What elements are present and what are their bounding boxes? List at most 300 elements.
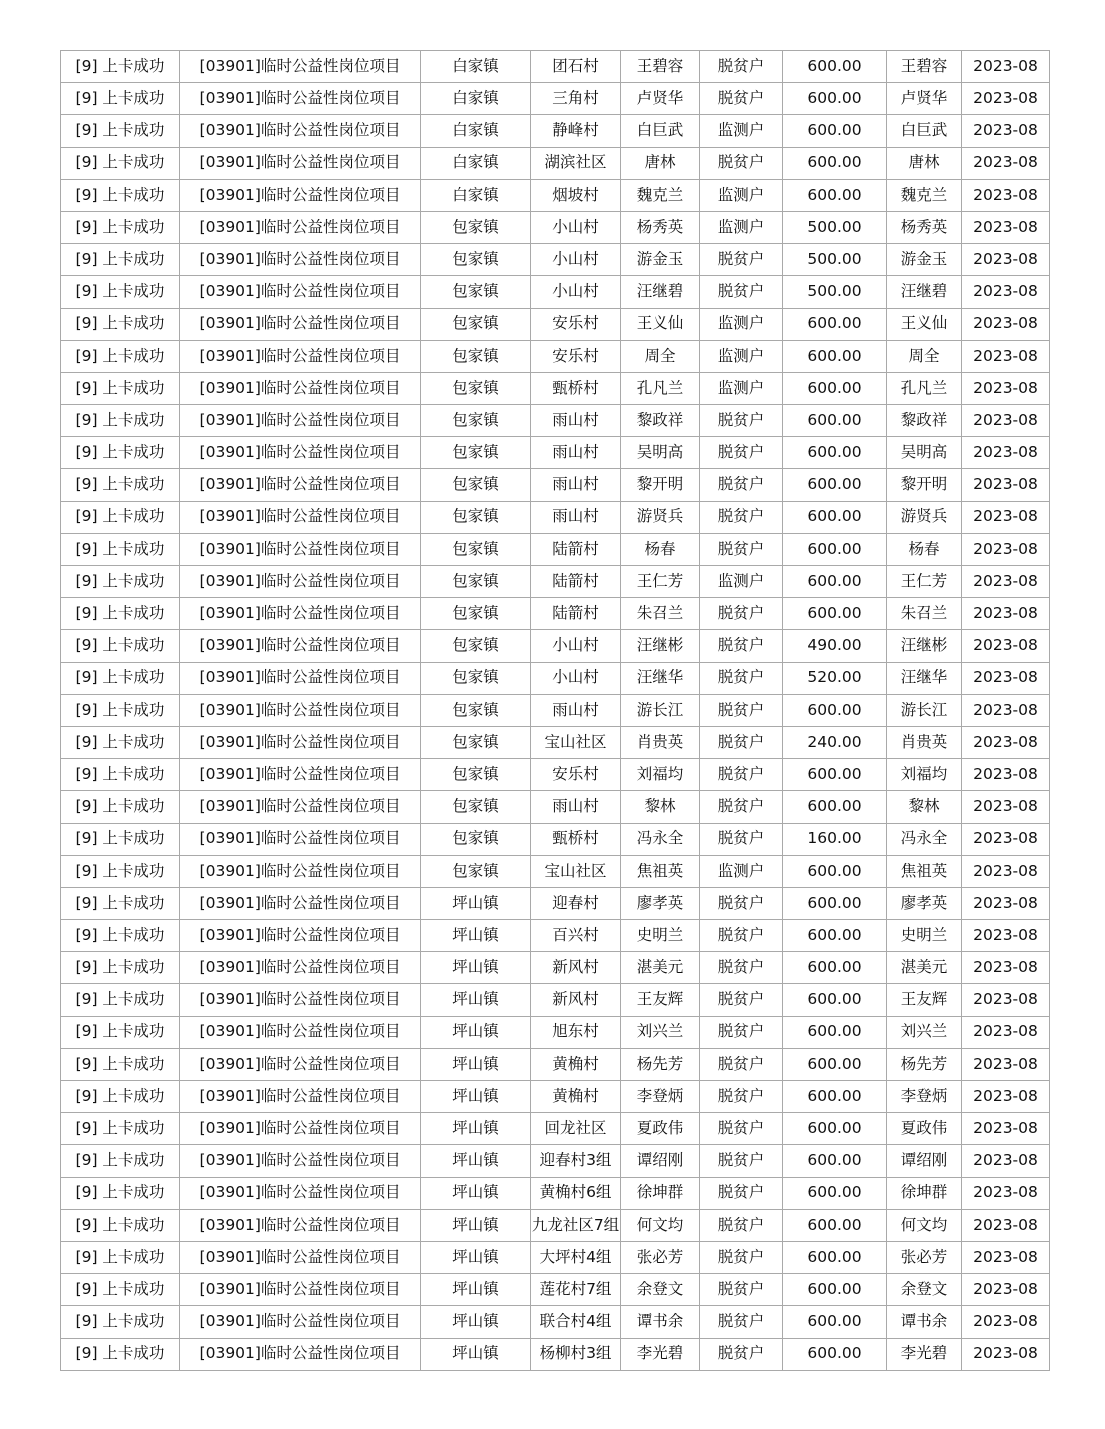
month-cell: 2023-08 xyxy=(962,244,1050,276)
village-cell: 陆箭村 xyxy=(531,533,621,565)
month-cell: 2023-08 xyxy=(962,501,1050,533)
village-cell: 大坪村4组 xyxy=(531,1241,621,1273)
amount-cell: 520.00 xyxy=(783,662,887,694)
project-cell: [03901]临时公益性岗位项目 xyxy=(180,179,421,211)
recipient-cell: 黎开明 xyxy=(887,469,962,501)
name-cell: 汪继碧 xyxy=(621,276,700,308)
recipient-cell: 游贤兵 xyxy=(887,501,962,533)
name-cell: 唐林 xyxy=(621,147,700,179)
amount-cell: 600.00 xyxy=(783,759,887,791)
recipient-cell: 汪继碧 xyxy=(887,276,962,308)
village-cell: 甄桥村 xyxy=(531,372,621,404)
town-cell: 坪山镇 xyxy=(421,1209,531,1241)
project-cell: [03901]临时公益性岗位项目 xyxy=(180,533,421,565)
town-cell: 坪山镇 xyxy=(421,1274,531,1306)
status-cell: [9] 上卡成功 xyxy=(61,469,180,501)
village-cell: 雨山村 xyxy=(531,791,621,823)
month-cell: 2023-08 xyxy=(962,340,1050,372)
status-cell: [9] 上卡成功 xyxy=(61,115,180,147)
status-cell: [9] 上卡成功 xyxy=(61,1081,180,1113)
table-row xyxy=(61,533,1050,565)
town-cell: 坪山镇 xyxy=(421,1177,531,1209)
household-type-cell: 脱贫户 xyxy=(700,1338,783,1370)
status-cell: [9] 上卡成功 xyxy=(61,694,180,726)
table-row xyxy=(61,1241,1050,1273)
name-cell: 魏克兰 xyxy=(621,179,700,211)
project-cell: [03901]临时公益性岗位项目 xyxy=(180,598,421,630)
status-cell: [9] 上卡成功 xyxy=(61,1177,180,1209)
recipient-cell: 汪继华 xyxy=(887,662,962,694)
project-cell: [03901]临时公益性岗位项目 xyxy=(180,662,421,694)
household-type-cell: 脱贫户 xyxy=(700,694,783,726)
table-row xyxy=(61,179,1050,211)
month-cell: 2023-08 xyxy=(962,115,1050,147)
recipient-cell: 冯永全 xyxy=(887,823,962,855)
town-cell: 坪山镇 xyxy=(421,1306,531,1338)
household-type-cell: 脱贫户 xyxy=(700,726,783,758)
name-cell: 夏政伟 xyxy=(621,1113,700,1145)
project-cell: [03901]临时公益性岗位项目 xyxy=(180,501,421,533)
status-cell: [9] 上卡成功 xyxy=(61,501,180,533)
recipient-cell: 魏克兰 xyxy=(887,179,962,211)
name-cell: 焦祖英 xyxy=(621,855,700,887)
status-cell: [9] 上卡成功 xyxy=(61,244,180,276)
name-cell: 谭书余 xyxy=(621,1306,700,1338)
amount-cell: 600.00 xyxy=(783,501,887,533)
month-cell: 2023-08 xyxy=(962,1145,1050,1177)
recipient-cell: 焦祖英 xyxy=(887,855,962,887)
project-cell: [03901]临时公益性岗位项目 xyxy=(180,566,421,598)
recipient-cell: 游金玉 xyxy=(887,244,962,276)
town-cell: 包家镇 xyxy=(421,276,531,308)
village-cell: 陆箭村 xyxy=(531,598,621,630)
amount-cell: 600.00 xyxy=(783,51,887,83)
table-row xyxy=(61,276,1050,308)
name-cell: 白巨武 xyxy=(621,115,700,147)
month-cell: 2023-08 xyxy=(962,1209,1050,1241)
town-cell: 包家镇 xyxy=(421,372,531,404)
project-cell: [03901]临时公益性岗位项目 xyxy=(180,276,421,308)
village-cell: 旭东村 xyxy=(531,1016,621,1048)
table-row xyxy=(61,726,1050,758)
amount-cell: 600.00 xyxy=(783,952,887,984)
table-row xyxy=(61,244,1050,276)
household-type-cell: 脱贫户 xyxy=(700,501,783,533)
household-type-cell: 脱贫户 xyxy=(700,598,783,630)
project-cell: [03901]临时公益性岗位项目 xyxy=(180,469,421,501)
amount-cell: 600.00 xyxy=(783,1241,887,1273)
month-cell: 2023-08 xyxy=(962,598,1050,630)
status-cell: [9] 上卡成功 xyxy=(61,83,180,115)
month-cell: 2023-08 xyxy=(962,887,1050,919)
household-type-cell: 脱贫户 xyxy=(700,1113,783,1145)
household-type-cell: 监测户 xyxy=(700,340,783,372)
status-cell: [9] 上卡成功 xyxy=(61,1145,180,1177)
household-type-cell: 监测户 xyxy=(700,855,783,887)
village-cell: 迎春村3组 xyxy=(531,1145,621,1177)
table-row xyxy=(61,1081,1050,1113)
name-cell: 刘福均 xyxy=(621,759,700,791)
name-cell: 黎政祥 xyxy=(621,405,700,437)
month-cell: 2023-08 xyxy=(962,662,1050,694)
name-cell: 黎开明 xyxy=(621,469,700,501)
amount-cell: 600.00 xyxy=(783,791,887,823)
village-cell: 陆箭村 xyxy=(531,566,621,598)
town-cell: 包家镇 xyxy=(421,244,531,276)
household-type-cell: 脱贫户 xyxy=(700,469,783,501)
name-cell: 汪继彬 xyxy=(621,630,700,662)
household-type-cell: 脱贫户 xyxy=(700,952,783,984)
table-row xyxy=(61,1209,1050,1241)
status-cell: [9] 上卡成功 xyxy=(61,726,180,758)
status-cell: [9] 上卡成功 xyxy=(61,791,180,823)
town-cell: 坪山镇 xyxy=(421,952,531,984)
name-cell: 杨先芳 xyxy=(621,1048,700,1080)
village-cell: 小山村 xyxy=(531,276,621,308)
household-type-cell: 脱贫户 xyxy=(700,887,783,919)
village-cell: 团石村 xyxy=(531,51,621,83)
table-row xyxy=(61,1048,1050,1080)
recipient-cell: 李登炳 xyxy=(887,1081,962,1113)
town-cell: 包家镇 xyxy=(421,598,531,630)
table-row xyxy=(61,791,1050,823)
amount-cell: 600.00 xyxy=(783,533,887,565)
town-cell: 坪山镇 xyxy=(421,1145,531,1177)
town-cell: 坪山镇 xyxy=(421,1113,531,1145)
recipient-cell: 谭书余 xyxy=(887,1306,962,1338)
month-cell: 2023-08 xyxy=(962,147,1050,179)
recipient-cell: 余登文 xyxy=(887,1274,962,1306)
town-cell: 白家镇 xyxy=(421,51,531,83)
household-type-cell: 脱贫户 xyxy=(700,823,783,855)
name-cell: 徐坤群 xyxy=(621,1177,700,1209)
status-cell: [9] 上卡成功 xyxy=(61,405,180,437)
village-cell: 小山村 xyxy=(531,244,621,276)
table-row xyxy=(61,1113,1050,1145)
town-cell: 包家镇 xyxy=(421,308,531,340)
project-cell: [03901]临时公益性岗位项目 xyxy=(180,244,421,276)
name-cell: 周全 xyxy=(621,340,700,372)
village-cell: 回龙社区 xyxy=(531,1113,621,1145)
town-cell: 包家镇 xyxy=(421,566,531,598)
amount-cell: 600.00 xyxy=(783,340,887,372)
status-cell: [9] 上卡成功 xyxy=(61,887,180,919)
name-cell: 吴明高 xyxy=(621,437,700,469)
recipient-cell: 杨先芳 xyxy=(887,1048,962,1080)
household-type-cell: 脱贫户 xyxy=(700,1209,783,1241)
amount-cell: 500.00 xyxy=(783,211,887,243)
recipient-cell: 杨秀英 xyxy=(887,211,962,243)
project-cell: [03901]临时公益性岗位项目 xyxy=(180,984,421,1016)
month-cell: 2023-08 xyxy=(962,308,1050,340)
town-cell: 包家镇 xyxy=(421,469,531,501)
project-cell: [03901]临时公益性岗位项目 xyxy=(180,308,421,340)
table-row xyxy=(61,1177,1050,1209)
month-cell: 2023-08 xyxy=(962,566,1050,598)
village-cell: 小山村 xyxy=(531,662,621,694)
table-row xyxy=(61,1016,1050,1048)
name-cell: 余登文 xyxy=(621,1274,700,1306)
amount-cell: 500.00 xyxy=(783,276,887,308)
month-cell: 2023-08 xyxy=(962,630,1050,662)
table-row xyxy=(61,469,1050,501)
status-cell: [9] 上卡成功 xyxy=(61,308,180,340)
name-cell: 汪继华 xyxy=(621,662,700,694)
recipient-cell: 游长江 xyxy=(887,694,962,726)
town-cell: 包家镇 xyxy=(421,340,531,372)
household-type-cell: 监测户 xyxy=(700,566,783,598)
village-cell: 新风村 xyxy=(531,952,621,984)
name-cell: 游贤兵 xyxy=(621,501,700,533)
amount-cell: 600.00 xyxy=(783,405,887,437)
name-cell: 王义仙 xyxy=(621,308,700,340)
status-cell: [9] 上卡成功 xyxy=(61,211,180,243)
month-cell: 2023-08 xyxy=(962,920,1050,952)
village-cell: 迎春村 xyxy=(531,887,621,919)
town-cell: 包家镇 xyxy=(421,662,531,694)
name-cell: 黎林 xyxy=(621,791,700,823)
village-cell: 雨山村 xyxy=(531,405,621,437)
month-cell: 2023-08 xyxy=(962,694,1050,726)
recipient-cell: 王仁芳 xyxy=(887,566,962,598)
village-cell: 宝山社区 xyxy=(531,855,621,887)
month-cell: 2023-08 xyxy=(962,211,1050,243)
name-cell: 李光碧 xyxy=(621,1338,700,1370)
village-cell: 雨山村 xyxy=(531,501,621,533)
project-cell: [03901]临时公益性岗位项目 xyxy=(180,437,421,469)
recipient-cell: 黎林 xyxy=(887,791,962,823)
status-cell: [9] 上卡成功 xyxy=(61,855,180,887)
amount-cell: 600.00 xyxy=(783,1016,887,1048)
project-cell: [03901]临时公益性岗位项目 xyxy=(180,1016,421,1048)
name-cell: 王仁芳 xyxy=(621,566,700,598)
household-type-cell: 监测户 xyxy=(700,308,783,340)
name-cell: 杨秀英 xyxy=(621,211,700,243)
month-cell: 2023-08 xyxy=(962,1113,1050,1145)
amount-cell: 600.00 xyxy=(783,887,887,919)
name-cell: 史明兰 xyxy=(621,920,700,952)
village-cell: 黄桷村 xyxy=(531,1081,621,1113)
village-cell: 小山村 xyxy=(531,211,621,243)
project-cell: [03901]临时公益性岗位项目 xyxy=(180,340,421,372)
amount-cell: 600.00 xyxy=(783,147,887,179)
name-cell: 王友辉 xyxy=(621,984,700,1016)
amount-cell: 600.00 xyxy=(783,855,887,887)
household-type-cell: 脱贫户 xyxy=(700,533,783,565)
month-cell: 2023-08 xyxy=(962,984,1050,1016)
project-cell: [03901]临时公益性岗位项目 xyxy=(180,1113,421,1145)
household-type-cell: 脱贫户 xyxy=(700,405,783,437)
table-row xyxy=(61,630,1050,662)
household-type-cell: 监测户 xyxy=(700,179,783,211)
village-cell: 莲花村7组 xyxy=(531,1274,621,1306)
month-cell: 2023-08 xyxy=(962,83,1050,115)
status-cell: [9] 上卡成功 xyxy=(61,1306,180,1338)
amount-cell: 600.00 xyxy=(783,984,887,1016)
recipient-cell: 刘福均 xyxy=(887,759,962,791)
status-cell: [9] 上卡成功 xyxy=(61,1016,180,1048)
table-row xyxy=(61,51,1050,83)
village-cell: 湖滨社区 xyxy=(531,147,621,179)
amount-cell: 600.00 xyxy=(783,1274,887,1306)
month-cell: 2023-08 xyxy=(962,759,1050,791)
amount-cell: 240.00 xyxy=(783,726,887,758)
recipient-cell: 白巨武 xyxy=(887,115,962,147)
household-type-cell: 监测户 xyxy=(700,211,783,243)
village-cell: 杨柳村3组 xyxy=(531,1338,621,1370)
recipient-cell: 刘兴兰 xyxy=(887,1016,962,1048)
project-cell: [03901]临时公益性岗位项目 xyxy=(180,920,421,952)
household-type-cell: 脱贫户 xyxy=(700,662,783,694)
amount-cell: 600.00 xyxy=(783,1177,887,1209)
table-row xyxy=(61,405,1050,437)
household-type-cell: 脱贫户 xyxy=(700,791,783,823)
status-cell: [9] 上卡成功 xyxy=(61,1209,180,1241)
month-cell: 2023-08 xyxy=(962,51,1050,83)
amount-cell: 600.00 xyxy=(783,1113,887,1145)
household-type-cell: 脱贫户 xyxy=(700,1016,783,1048)
town-cell: 白家镇 xyxy=(421,115,531,147)
project-cell: [03901]临时公益性岗位项目 xyxy=(180,51,421,83)
month-cell: 2023-08 xyxy=(962,437,1050,469)
recipient-cell: 史明兰 xyxy=(887,920,962,952)
status-cell: [9] 上卡成功 xyxy=(61,1048,180,1080)
table-row xyxy=(61,887,1050,919)
town-cell: 白家镇 xyxy=(421,147,531,179)
town-cell: 坪山镇 xyxy=(421,1338,531,1370)
recipient-cell: 朱召兰 xyxy=(887,598,962,630)
month-cell: 2023-08 xyxy=(962,952,1050,984)
recipient-cell: 王碧容 xyxy=(887,51,962,83)
amount-cell: 600.00 xyxy=(783,1048,887,1080)
household-type-cell: 脱贫户 xyxy=(700,1177,783,1209)
project-cell: [03901]临时公益性岗位项目 xyxy=(180,1145,421,1177)
month-cell: 2023-08 xyxy=(962,405,1050,437)
town-cell: 包家镇 xyxy=(421,405,531,437)
name-cell: 朱召兰 xyxy=(621,598,700,630)
village-cell: 宝山社区 xyxy=(531,726,621,758)
amount-cell: 600.00 xyxy=(783,437,887,469)
project-cell: [03901]临时公益性岗位项目 xyxy=(180,147,421,179)
name-cell: 谭绍刚 xyxy=(621,1145,700,1177)
project-cell: [03901]临时公益性岗位项目 xyxy=(180,630,421,662)
recipient-cell: 徐坤群 xyxy=(887,1177,962,1209)
name-cell: 刘兴兰 xyxy=(621,1016,700,1048)
town-cell: 包家镇 xyxy=(421,211,531,243)
project-cell: [03901]临时公益性岗位项目 xyxy=(180,1209,421,1241)
table-row xyxy=(61,83,1050,115)
status-cell: [9] 上卡成功 xyxy=(61,566,180,598)
recipient-cell: 周全 xyxy=(887,340,962,372)
status-cell: [9] 上卡成功 xyxy=(61,372,180,404)
status-cell: [9] 上卡成功 xyxy=(61,984,180,1016)
household-type-cell: 脱贫户 xyxy=(700,630,783,662)
table-row xyxy=(61,340,1050,372)
project-cell: [03901]临时公益性岗位项目 xyxy=(180,372,421,404)
project-cell: [03901]临时公益性岗位项目 xyxy=(180,1306,421,1338)
household-type-cell: 脱贫户 xyxy=(700,1241,783,1273)
recipient-cell: 杨春 xyxy=(887,533,962,565)
table-row xyxy=(61,566,1050,598)
status-cell: [9] 上卡成功 xyxy=(61,179,180,211)
table-row xyxy=(61,1145,1050,1177)
village-cell: 黄桷村6组 xyxy=(531,1177,621,1209)
month-cell: 2023-08 xyxy=(962,791,1050,823)
table-row xyxy=(61,1306,1050,1338)
month-cell: 2023-08 xyxy=(962,179,1050,211)
town-cell: 包家镇 xyxy=(421,791,531,823)
amount-cell: 160.00 xyxy=(783,823,887,855)
amount-cell: 600.00 xyxy=(783,83,887,115)
name-cell: 冯永全 xyxy=(621,823,700,855)
project-cell: [03901]临时公益性岗位项目 xyxy=(180,1241,421,1273)
project-cell: [03901]临时公益性岗位项目 xyxy=(180,855,421,887)
town-cell: 坪山镇 xyxy=(421,920,531,952)
village-cell: 雨山村 xyxy=(531,437,621,469)
amount-cell: 600.00 xyxy=(783,1338,887,1370)
project-cell: [03901]临时公益性岗位项目 xyxy=(180,1081,421,1113)
amount-cell: 600.00 xyxy=(783,1145,887,1177)
village-cell: 安乐村 xyxy=(531,308,621,340)
month-cell: 2023-08 xyxy=(962,1177,1050,1209)
month-cell: 2023-08 xyxy=(962,533,1050,565)
household-type-cell: 监测户 xyxy=(700,115,783,147)
household-type-cell: 脱贫户 xyxy=(700,147,783,179)
village-cell: 静峰村 xyxy=(531,115,621,147)
project-cell: [03901]临时公益性岗位项目 xyxy=(180,1177,421,1209)
table-row xyxy=(61,759,1050,791)
recipient-cell: 何文均 xyxy=(887,1209,962,1241)
project-cell: [03901]临时公益性岗位项目 xyxy=(180,1338,421,1370)
project-cell: [03901]临时公益性岗位项目 xyxy=(180,83,421,115)
name-cell: 张必芳 xyxy=(621,1241,700,1273)
household-type-cell: 脱贫户 xyxy=(700,759,783,791)
month-cell: 2023-08 xyxy=(962,1306,1050,1338)
village-cell: 小山村 xyxy=(531,630,621,662)
status-cell: [9] 上卡成功 xyxy=(61,1338,180,1370)
town-cell: 包家镇 xyxy=(421,759,531,791)
recipient-cell: 孔凡兰 xyxy=(887,372,962,404)
amount-cell: 600.00 xyxy=(783,694,887,726)
household-type-cell: 脱贫户 xyxy=(700,244,783,276)
table-row xyxy=(61,694,1050,726)
amount-cell: 600.00 xyxy=(783,1081,887,1113)
status-cell: [9] 上卡成功 xyxy=(61,51,180,83)
status-cell: [9] 上卡成功 xyxy=(61,598,180,630)
project-cell: [03901]临时公益性岗位项目 xyxy=(180,726,421,758)
village-cell: 甄桥村 xyxy=(531,823,621,855)
name-cell: 廖孝英 xyxy=(621,887,700,919)
town-cell: 坪山镇 xyxy=(421,984,531,1016)
amount-cell: 600.00 xyxy=(783,566,887,598)
town-cell: 包家镇 xyxy=(421,501,531,533)
status-cell: [9] 上卡成功 xyxy=(61,1113,180,1145)
status-cell: [9] 上卡成功 xyxy=(61,662,180,694)
village-cell: 安乐村 xyxy=(531,759,621,791)
household-type-cell: 脱贫户 xyxy=(700,437,783,469)
amount-cell: 600.00 xyxy=(783,308,887,340)
recipient-cell: 唐林 xyxy=(887,147,962,179)
table-row xyxy=(61,501,1050,533)
project-cell: [03901]临时公益性岗位项目 xyxy=(180,823,421,855)
household-type-cell: 脱贫户 xyxy=(700,984,783,1016)
month-cell: 2023-08 xyxy=(962,726,1050,758)
month-cell: 2023-08 xyxy=(962,823,1050,855)
table-row xyxy=(61,952,1050,984)
household-type-cell: 脱贫户 xyxy=(700,83,783,115)
status-cell: [9] 上卡成功 xyxy=(61,1274,180,1306)
recipient-cell: 张必芳 xyxy=(887,1241,962,1273)
